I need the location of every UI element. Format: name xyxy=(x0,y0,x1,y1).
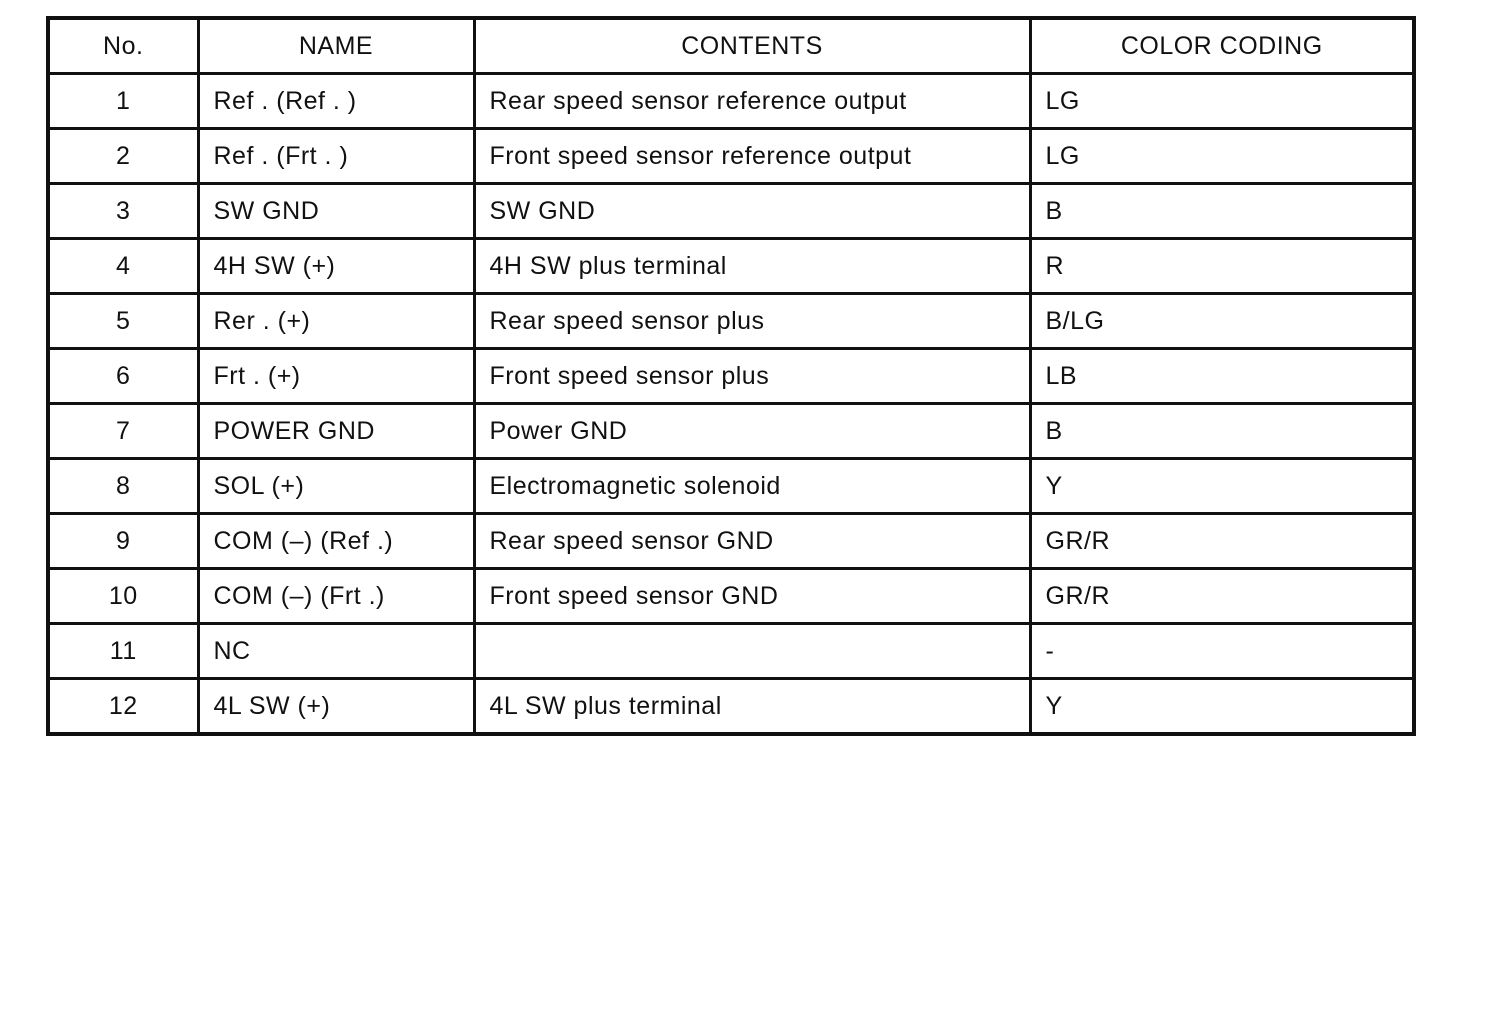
table-row xyxy=(48,129,1414,184)
table-row xyxy=(48,569,1414,624)
terminal-table-container xyxy=(46,16,1412,736)
cell-color: B xyxy=(1030,404,1414,459)
table-row xyxy=(48,294,1414,349)
cell-no: 1 xyxy=(48,74,198,129)
header-no: No. xyxy=(48,18,198,74)
cell-no: 10 xyxy=(48,569,198,624)
cell-contents xyxy=(474,624,1030,679)
cell-no: 12 xyxy=(48,679,198,735)
cell-color: Y xyxy=(1030,679,1414,735)
cell-name: 4L SW (+) xyxy=(198,679,474,735)
cell-contents: Front speed sensor plus xyxy=(474,349,1030,404)
table-row xyxy=(48,74,1414,129)
cell-contents: Power GND xyxy=(474,404,1030,459)
cell-no: 5 xyxy=(48,294,198,349)
cell-name: SOL (+) xyxy=(198,459,474,514)
cell-contents: Front speed sensor reference output xyxy=(474,129,1030,184)
cell-name: COM (–) (Ref .) xyxy=(198,514,474,569)
cell-name: 4H SW (+) xyxy=(198,239,474,294)
table-row xyxy=(48,404,1414,459)
cell-color: LG xyxy=(1030,129,1414,184)
cell-no: 8 xyxy=(48,459,198,514)
cell-color: - xyxy=(1030,624,1414,679)
cell-color: LG xyxy=(1030,74,1414,129)
cell-name: Ref . (Frt . ) xyxy=(198,129,474,184)
table-row xyxy=(48,459,1414,514)
header-name: NAME xyxy=(198,18,474,74)
table-row xyxy=(48,514,1414,569)
cell-color: GR/R xyxy=(1030,514,1414,569)
cell-color: Y xyxy=(1030,459,1414,514)
cell-contents: Front speed sensor GND xyxy=(474,569,1030,624)
table-row xyxy=(48,624,1414,679)
cell-contents: Rear speed sensor reference output xyxy=(474,74,1030,129)
cell-name: COM (–) (Frt .) xyxy=(198,569,474,624)
cell-color: GR/R xyxy=(1030,569,1414,624)
cell-name: Rer . (+) xyxy=(198,294,474,349)
cell-name: Frt . (+) xyxy=(198,349,474,404)
cell-contents: 4L SW plus terminal xyxy=(474,679,1030,735)
cell-color: LB xyxy=(1030,349,1414,404)
cell-color: B/LG xyxy=(1030,294,1414,349)
cell-name: NC xyxy=(198,624,474,679)
cell-no: 3 xyxy=(48,184,198,239)
cell-color: B xyxy=(1030,184,1414,239)
cell-contents: SW GND xyxy=(474,184,1030,239)
cell-no: 7 xyxy=(48,404,198,459)
cell-no: 11 xyxy=(48,624,198,679)
cell-no: 6 xyxy=(48,349,198,404)
cell-no: 4 xyxy=(48,239,198,294)
cell-contents: Rear speed sensor plus xyxy=(474,294,1030,349)
cell-no: 9 xyxy=(48,514,198,569)
header-contents: CONTENTS xyxy=(474,18,1030,74)
header-color-coding: COLOR CODING xyxy=(1030,18,1414,74)
table-row xyxy=(48,184,1414,239)
cell-color: R xyxy=(1030,239,1414,294)
cell-name: POWER GND xyxy=(198,404,474,459)
terminal-table xyxy=(46,16,1416,736)
cell-contents: Rear speed sensor GND xyxy=(474,514,1030,569)
cell-name: Ref . (Ref . ) xyxy=(198,74,474,129)
cell-name: SW GND xyxy=(198,184,474,239)
cell-no: 2 xyxy=(48,129,198,184)
cell-contents: Electromagnetic solenoid xyxy=(474,459,1030,514)
table-row xyxy=(48,239,1414,294)
table-row xyxy=(48,679,1414,735)
table-row xyxy=(48,349,1414,404)
table-header-row xyxy=(48,18,1414,74)
cell-contents: 4H SW plus terminal xyxy=(474,239,1030,294)
